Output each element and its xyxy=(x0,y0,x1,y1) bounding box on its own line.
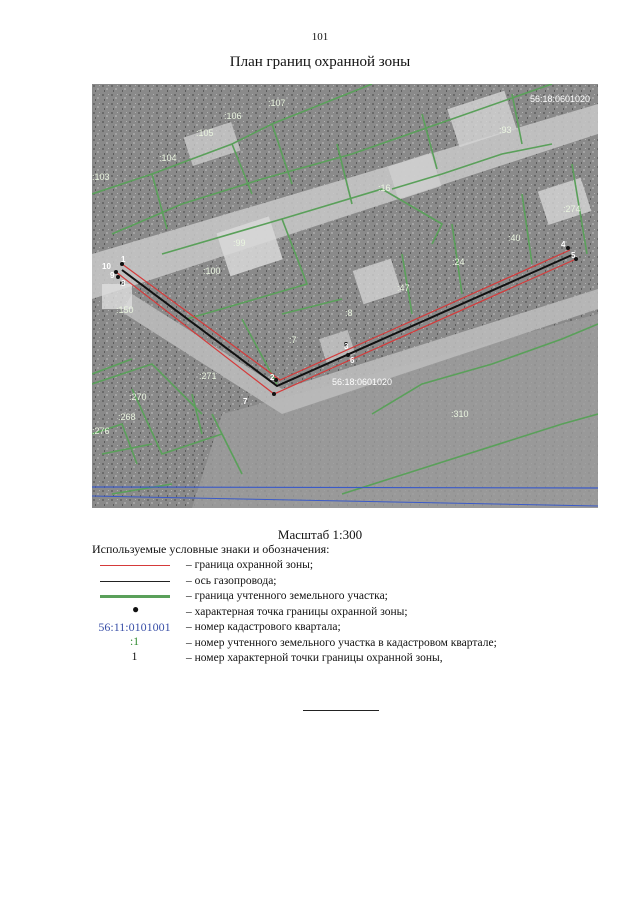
plot-label: :150 xyxy=(116,305,134,315)
plot-label: :104 xyxy=(159,153,177,163)
legend xyxy=(92,558,592,667)
plot-label: :24 xyxy=(452,257,465,267)
plot-label: :106 xyxy=(224,111,242,121)
page-title: План границ охранной зоны xyxy=(229,54,411,70)
plot-label: :271 xyxy=(199,371,217,381)
legend-item-point-number: 1 – номер характерной точки границы охранной зоны, xyxy=(131,651,443,664)
dot-icon: ● xyxy=(132,601,140,616)
plot-label: :93 xyxy=(499,125,512,135)
plot-label: :268 xyxy=(118,412,136,422)
plot-label: :8 xyxy=(345,308,353,318)
quarter-label: 56:18:0601020 xyxy=(530,94,591,104)
plot-label: :40 xyxy=(508,233,521,243)
point-label: 8 xyxy=(121,279,126,288)
plot-label: :310 xyxy=(451,409,469,419)
legend-item-quarter-code: 56:11:0101001 – номер кадастрового квартала; xyxy=(98,620,341,634)
plot-label: :16 xyxy=(378,183,391,193)
plot-label: :103 xyxy=(92,172,110,182)
plot-label: :274 xyxy=(563,204,581,214)
signature-line xyxy=(303,710,379,711)
legend-item-zone-point: ● – характерная точка границы охранной зоны; xyxy=(132,601,408,618)
point-label: 1 xyxy=(121,255,126,264)
plot-label: :105 xyxy=(196,128,214,138)
red-line-symbol xyxy=(100,565,170,566)
green-line-symbol xyxy=(100,595,170,598)
plot-label: :47 xyxy=(397,283,410,293)
quarter-label: 56:18:0601020 xyxy=(332,377,393,387)
point-label: 9 xyxy=(110,271,115,280)
point-label: 5 xyxy=(571,251,576,260)
point-label: 3 xyxy=(344,342,349,351)
plot-label: :7 xyxy=(289,335,297,345)
plot-label: :270 xyxy=(129,392,147,402)
point-label: 6 xyxy=(350,356,355,365)
legend-item-zone-boundary: – граница охранной зоны; xyxy=(92,558,592,574)
legend-item-plot-code: :1 – номер учтенного земельного участка в кадастровом квартале; xyxy=(130,635,497,649)
map-scale: Масштаб 1:300 xyxy=(277,527,363,542)
cadastral-map xyxy=(92,84,598,508)
legend-title: Используемые условные знаки и обозначения: xyxy=(92,542,330,556)
point-label: 10 xyxy=(102,262,111,271)
legend-item-plot-boundary: – граница учтенного земельного участка; xyxy=(92,589,592,605)
plot-label: :107 xyxy=(268,98,286,108)
point-label: 7 xyxy=(243,397,248,406)
point-label: 2 xyxy=(270,373,275,382)
point-label: 4 xyxy=(561,240,566,249)
plot-label: :99 xyxy=(233,238,246,248)
black-line-symbol xyxy=(100,581,170,582)
legend-item-gas-axis: – ось газопровода; xyxy=(92,574,592,590)
page-number: 101 xyxy=(311,31,329,43)
plot-label: :276 xyxy=(92,426,110,436)
plot-label: :100 xyxy=(203,266,221,276)
